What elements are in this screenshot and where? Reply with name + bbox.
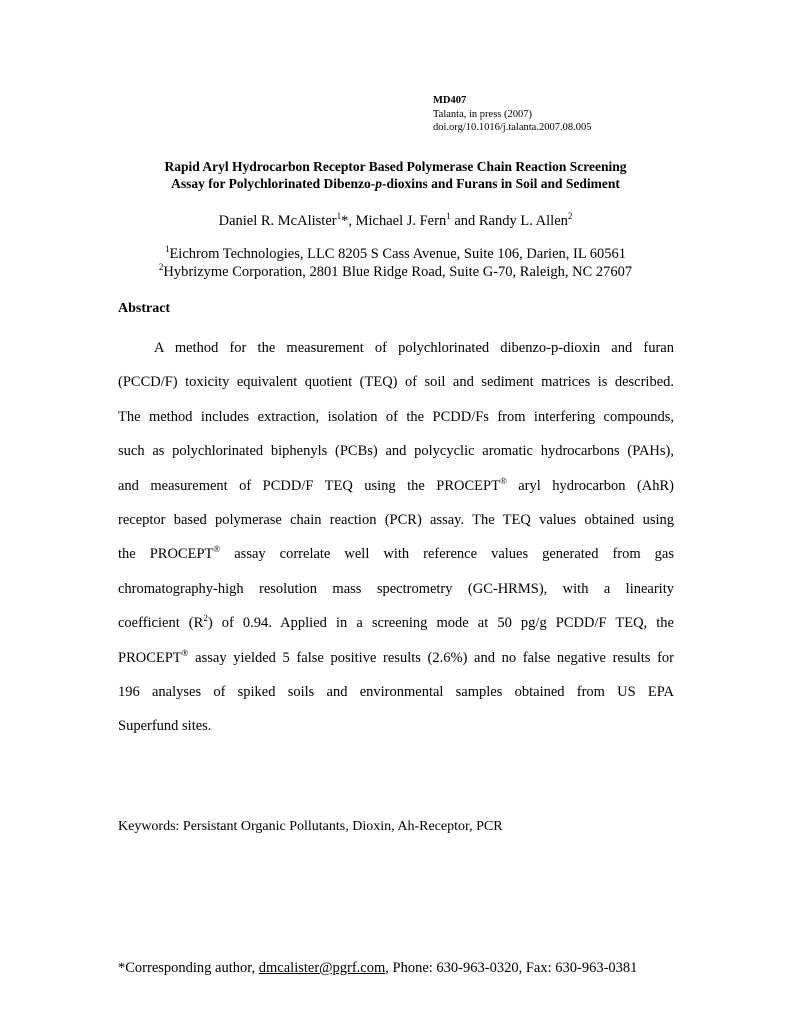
abstract-line: chromatography-high resolution mass spectrometry (GC-HRMS), with a linearity (118, 580, 674, 597)
abstract-line: and measurement of PCDD/F TEQ using the PROCEPT® aryl hydrocarbon (AhR) (118, 475, 674, 494)
affiliation-2: $^2$Hybrizyme Corporation, 2801 Blue Ridge Road, Suite G-70, Raleigh, NC 27607 (158, 262, 633, 280)
abstract-line: PROCEPT® assay yielded 5 false positive results (2.6%) and no false negative results for (118, 647, 674, 666)
abstract-line: the PROCEPT® assay correlate well with reference values generated from gas (118, 544, 674, 563)
affiliation-1: $^1$Eichrom Technologies, LLC 8205 S Cass Avenue, Suite 106, Darien, IL 60561 (164, 244, 627, 262)
document-code: MD407 (433, 95, 467, 106)
author-2: Michael J. Fern (355, 213, 447, 229)
abstract-line: coefficient $(R^2)$ of 0.94. Applied in a screening mode at 50 pg/g PCDD/F TEQ, the (118, 613, 674, 632)
title-line-2: Assay for Polychlorinated Dibenzo-p-dioxins and Furans in Soil and Sediment (171, 176, 620, 191)
author-1: Daniel R. McAlister (218, 213, 337, 229)
citation-header (433, 94, 591, 135)
abstract-line: receptor based polymerase chain reaction (PCR) assay. The TEQ values obtained using (118, 512, 674, 529)
affiliations (60, 245, 731, 281)
abstract-line: such as polychlorinated biphenyls (PCBs) and polycyclic aromatic hydrocarbons (PAHs), (118, 443, 674, 460)
abstract-line: A method for the measurement of polychlorinated dibenzo-p-dioxin and furan (154, 340, 674, 356)
paper-title (60, 158, 731, 192)
author-3: Randy L. Allen (478, 213, 568, 229)
abstract-body (118, 331, 674, 744)
doi-text: doi.org/10.1016/j.talanta.2007.08.005 (433, 122, 592, 133)
abstract-line: (PCCD/F) toxicity equivalent quotient (TEQ) of soil and sediment matrices is described. (118, 374, 674, 391)
abstract-heading: Abstract (118, 301, 171, 316)
author-list: Daniel R. McAlister$^1$*, Michael J. Fern$^1$ and Randy L. Allen$^2$ (218, 211, 573, 229)
keywords: Keywords: Persistant Organic Pollutants, Dioxin, Ah-Receptor, PCR (118, 819, 503, 834)
journal-citation: Talanta, in press (2007) (433, 108, 532, 120)
email-link[interactable]: dmcalister@pgrf.com (258, 960, 386, 976)
abstract-line: 196 analyses of spiked soils and environmental samples obtained from US EPA (118, 684, 674, 701)
abstract-line: The method includes extraction, isolation of the PCDD/Fs from interfering compounds, (118, 408, 674, 425)
corresponding-author-footnote: *Corresponding author, dmcalister@pgrf.com, Phone: 630-963-0320, Fax: 630-963-0381 (118, 960, 638, 976)
title-line-1: Rapid Aryl Hydrocarbon Receptor Based Polymerase Chain Reaction Screening (164, 159, 627, 174)
abstract-line: Superfund sites. (118, 718, 212, 735)
